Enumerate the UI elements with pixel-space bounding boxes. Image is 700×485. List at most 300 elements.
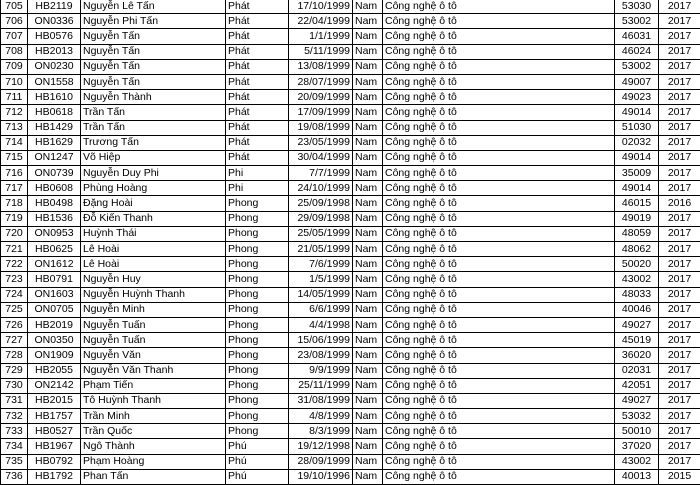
area-code-cell: 43002 bbox=[615, 272, 659, 287]
birth-date-cell: 21/05/1999 bbox=[289, 242, 353, 257]
graduation-year-cell: 2017 bbox=[659, 393, 700, 408]
graduation-year-cell: 2017 bbox=[659, 424, 700, 439]
graduation-year-cell: 2017 bbox=[659, 29, 700, 44]
graduation-year-cell: 2017 bbox=[659, 363, 700, 378]
graduation-year-cell: 2017 bbox=[659, 378, 700, 393]
family-middle-name-cell: Trần Quốc bbox=[81, 424, 226, 439]
birth-date-cell: 19/10/1996 bbox=[289, 469, 353, 484]
student-code-cell: HB0608 bbox=[28, 181, 81, 196]
birth-date-cell: 23/05/1999 bbox=[289, 135, 353, 150]
major-cell: Công nghệ ô tô bbox=[383, 14, 615, 29]
given-name-cell: Phong bbox=[226, 242, 289, 257]
graduation-year-cell: 2017 bbox=[659, 454, 700, 469]
row-number-cell: 711 bbox=[1, 90, 28, 105]
birth-date-cell: 13/08/1999 bbox=[289, 59, 353, 74]
row-number-cell: 731 bbox=[1, 393, 28, 408]
table-row bbox=[1, 348, 700, 363]
student-code-cell: HB1610 bbox=[28, 90, 81, 105]
table-body bbox=[1, 0, 700, 485]
area-code-cell: 51030 bbox=[615, 120, 659, 135]
family-middle-name-cell: Nguyễn Phi Tấn bbox=[81, 14, 226, 29]
family-middle-name-cell: Ngô Thành bbox=[81, 439, 226, 454]
birth-date-cell: 9/9/1999 bbox=[289, 363, 353, 378]
graduation-year-cell: 2017 bbox=[659, 257, 700, 272]
graduation-year-cell: 2017 bbox=[659, 242, 700, 257]
gender-cell: Nam bbox=[353, 333, 383, 348]
family-middle-name-cell: Trần Tấn bbox=[81, 105, 226, 120]
family-middle-name-cell: Nguyễn Tấn bbox=[81, 59, 226, 74]
birth-date-cell: 31/08/1999 bbox=[289, 393, 353, 408]
student-code-cell: HB1792 bbox=[28, 469, 81, 484]
area-code-cell: 35009 bbox=[615, 166, 659, 181]
birth-date-cell: 25/11/1999 bbox=[289, 378, 353, 393]
table-row bbox=[1, 0, 700, 14]
table-row bbox=[1, 29, 700, 44]
given-name-cell: Phong bbox=[226, 393, 289, 408]
row-number-cell: 727 bbox=[1, 333, 28, 348]
table-row bbox=[1, 44, 700, 59]
area-code-cell: 02031 bbox=[615, 363, 659, 378]
table-row bbox=[1, 272, 700, 287]
graduation-year-cell: 2017 bbox=[659, 59, 700, 74]
major-cell: Công nghệ ô tô bbox=[383, 226, 615, 241]
gender-cell: Nam bbox=[353, 74, 383, 89]
given-name-cell: Phong bbox=[226, 378, 289, 393]
major-cell: Công nghệ ô tô bbox=[383, 348, 615, 363]
major-cell: Công nghệ ô tô bbox=[383, 424, 615, 439]
student-code-cell: ON1612 bbox=[28, 257, 81, 272]
row-number-cell: 729 bbox=[1, 363, 28, 378]
row-number-cell: 725 bbox=[1, 302, 28, 317]
given-name-cell: Phong bbox=[226, 363, 289, 378]
gender-cell: Nam bbox=[353, 348, 383, 363]
graduation-year-cell: 2017 bbox=[659, 287, 700, 302]
major-cell: Công nghệ ô tô bbox=[383, 393, 615, 408]
given-name-cell: Phú bbox=[226, 469, 289, 484]
student-code-cell: HB1757 bbox=[28, 409, 81, 424]
table-row bbox=[1, 454, 700, 469]
gender-cell: Nam bbox=[353, 29, 383, 44]
graduation-year-cell: 2017 bbox=[659, 120, 700, 135]
area-code-cell: 40046 bbox=[615, 302, 659, 317]
table-row bbox=[1, 287, 700, 302]
major-cell: Công nghệ ô tô bbox=[383, 120, 615, 135]
major-cell: Công nghệ ô tô bbox=[383, 0, 615, 14]
given-name-cell: Phát bbox=[226, 59, 289, 74]
table-row bbox=[1, 469, 700, 484]
graduation-year-cell: 2017 bbox=[659, 348, 700, 363]
given-name-cell: Phong bbox=[226, 272, 289, 287]
row-number-cell: 721 bbox=[1, 242, 28, 257]
birth-date-cell: 23/08/1999 bbox=[289, 348, 353, 363]
given-name-cell: Phong bbox=[226, 424, 289, 439]
table-row bbox=[1, 105, 700, 120]
gender-cell: Nam bbox=[353, 454, 383, 469]
gender-cell: Nam bbox=[353, 211, 383, 226]
graduation-year-cell: 2017 bbox=[659, 409, 700, 424]
row-number-cell: 734 bbox=[1, 439, 28, 454]
row-number-cell: 722 bbox=[1, 257, 28, 272]
table-row bbox=[1, 317, 700, 332]
major-cell: Công nghệ ô tô bbox=[383, 378, 615, 393]
birth-date-cell: 19/12/1998 bbox=[289, 439, 353, 454]
gender-cell: Nam bbox=[353, 287, 383, 302]
area-code-cell: 36020 bbox=[615, 348, 659, 363]
table-row bbox=[1, 120, 700, 135]
table-row bbox=[1, 90, 700, 105]
given-name-cell: Phát bbox=[226, 105, 289, 120]
birth-date-cell: 1/1/1999 bbox=[289, 29, 353, 44]
family-middle-name-cell: Trần Minh bbox=[81, 409, 226, 424]
major-cell: Công nghệ ô tô bbox=[383, 74, 615, 89]
given-name-cell: Phát bbox=[226, 74, 289, 89]
student-code-cell: HB0792 bbox=[28, 454, 81, 469]
given-name-cell: Phong bbox=[226, 211, 289, 226]
birth-date-cell: 25/09/1998 bbox=[289, 196, 353, 211]
row-number-cell: 735 bbox=[1, 454, 28, 469]
family-middle-name-cell: Nguyễn Tấn bbox=[81, 74, 226, 89]
table-row bbox=[1, 211, 700, 226]
table-row bbox=[1, 378, 700, 393]
row-number-cell: 726 bbox=[1, 317, 28, 332]
birth-date-cell: 4/8/1999 bbox=[289, 409, 353, 424]
area-code-cell: 53002 bbox=[615, 14, 659, 29]
graduation-year-cell: 2017 bbox=[659, 439, 700, 454]
table-row bbox=[1, 257, 700, 272]
major-cell: Công nghệ ô tô bbox=[383, 363, 615, 378]
birth-date-cell: 7/7/1999 bbox=[289, 166, 353, 181]
birth-date-cell: 6/6/1999 bbox=[289, 302, 353, 317]
area-code-cell: 49027 bbox=[615, 393, 659, 408]
student-code-cell: HB0618 bbox=[28, 105, 81, 120]
area-code-cell: 53032 bbox=[615, 409, 659, 424]
student-code-cell: ON0705 bbox=[28, 302, 81, 317]
gender-cell: Nam bbox=[353, 181, 383, 196]
student-code-cell: ON1909 bbox=[28, 348, 81, 363]
major-cell: Công nghệ ô tô bbox=[383, 242, 615, 257]
gender-cell: Nam bbox=[353, 469, 383, 484]
given-name-cell: Phát bbox=[226, 150, 289, 165]
given-name-cell: Phong bbox=[226, 302, 289, 317]
table-row bbox=[1, 135, 700, 150]
table-row bbox=[1, 166, 700, 181]
row-number-cell: 718 bbox=[1, 196, 28, 211]
graduation-year-cell: 2017 bbox=[659, 44, 700, 59]
given-name-cell: Phú bbox=[226, 439, 289, 454]
gender-cell: Nam bbox=[353, 0, 383, 14]
student-code-cell: ON1247 bbox=[28, 150, 81, 165]
table-row bbox=[1, 439, 700, 454]
graduation-year-cell: 2017 bbox=[659, 317, 700, 332]
gender-cell: Nam bbox=[353, 135, 383, 150]
area-code-cell: 48033 bbox=[615, 287, 659, 302]
major-cell: Công nghệ ô tô bbox=[383, 150, 615, 165]
student-code-cell: ON1603 bbox=[28, 287, 81, 302]
student-code-cell: ON2142 bbox=[28, 378, 81, 393]
table-row bbox=[1, 74, 700, 89]
area-code-cell: 49014 bbox=[615, 105, 659, 120]
major-cell: Công nghệ ô tô bbox=[383, 211, 615, 226]
given-name-cell: Phong bbox=[226, 409, 289, 424]
area-code-cell: 46031 bbox=[615, 29, 659, 44]
family-middle-name-cell: Nguyễn Tấn bbox=[81, 29, 226, 44]
given-name-cell: Phong bbox=[226, 317, 289, 332]
graduation-year-cell: 2017 bbox=[659, 74, 700, 89]
row-number-cell: 714 bbox=[1, 135, 28, 150]
family-middle-name-cell: Tô Huỳnh Thanh bbox=[81, 393, 226, 408]
row-number-cell: 717 bbox=[1, 181, 28, 196]
given-name-cell: Phong bbox=[226, 257, 289, 272]
family-middle-name-cell: Võ Hiệp bbox=[81, 150, 226, 165]
area-code-cell: 43002 bbox=[615, 454, 659, 469]
family-middle-name-cell: Nguyễn Tuấn bbox=[81, 333, 226, 348]
area-code-cell: 49019 bbox=[615, 211, 659, 226]
row-number-cell: 730 bbox=[1, 378, 28, 393]
given-name-cell: Phát bbox=[226, 135, 289, 150]
table-row bbox=[1, 59, 700, 74]
row-number-cell: 724 bbox=[1, 287, 28, 302]
student-code-cell: HB0625 bbox=[28, 242, 81, 257]
family-middle-name-cell: Trương Tấn bbox=[81, 135, 226, 150]
family-middle-name-cell: Nguyễn Văn bbox=[81, 348, 226, 363]
student-code-cell: HB2019 bbox=[28, 317, 81, 332]
graduation-year-cell: 2017 bbox=[659, 333, 700, 348]
family-middle-name-cell: Phạm Tiến bbox=[81, 378, 226, 393]
family-middle-name-cell: Nguyễn Duy Phi bbox=[81, 166, 226, 181]
row-number-cell: 728 bbox=[1, 348, 28, 363]
given-name-cell: Phát bbox=[226, 14, 289, 29]
row-number-cell: 705 bbox=[1, 0, 28, 14]
major-cell: Công nghệ ô tô bbox=[383, 287, 615, 302]
given-name-cell: Phát bbox=[226, 90, 289, 105]
area-code-cell: 48059 bbox=[615, 226, 659, 241]
area-code-cell: 40013 bbox=[615, 469, 659, 484]
row-number-cell: 715 bbox=[1, 150, 28, 165]
graduation-year-cell: 2017 bbox=[659, 226, 700, 241]
given-name-cell: Phong bbox=[226, 333, 289, 348]
row-number-cell: 716 bbox=[1, 166, 28, 181]
graduation-year-cell: 2016 bbox=[659, 196, 700, 211]
birth-date-cell: 25/05/1999 bbox=[289, 226, 353, 241]
birth-date-cell: 22/04/1999 bbox=[289, 14, 353, 29]
area-code-cell: 37020 bbox=[615, 439, 659, 454]
student-code-cell: HB1429 bbox=[28, 120, 81, 135]
area-code-cell: 53030 bbox=[615, 0, 659, 14]
row-number-cell: 706 bbox=[1, 14, 28, 29]
birth-date-cell: 8/3/1999 bbox=[289, 424, 353, 439]
row-number-cell: 712 bbox=[1, 105, 28, 120]
student-code-cell: ON0739 bbox=[28, 166, 81, 181]
graduation-year-cell: 2017 bbox=[659, 181, 700, 196]
row-number-cell: 732 bbox=[1, 409, 28, 424]
gender-cell: Nam bbox=[353, 378, 383, 393]
student-code-cell: HB2055 bbox=[28, 363, 81, 378]
birth-date-cell: 28/07/1999 bbox=[289, 74, 353, 89]
table-row bbox=[1, 424, 700, 439]
gender-cell: Nam bbox=[353, 90, 383, 105]
given-name-cell: Phát bbox=[226, 29, 289, 44]
given-name-cell: Phú bbox=[226, 454, 289, 469]
student-code-cell: ON1558 bbox=[28, 74, 81, 89]
row-number-cell: 733 bbox=[1, 424, 28, 439]
gender-cell: Nam bbox=[353, 363, 383, 378]
gender-cell: Nam bbox=[353, 59, 383, 74]
major-cell: Công nghệ ô tô bbox=[383, 59, 615, 74]
area-code-cell: 46024 bbox=[615, 44, 659, 59]
table-row bbox=[1, 150, 700, 165]
family-middle-name-cell: Huỳnh Thái bbox=[81, 226, 226, 241]
table-row bbox=[1, 333, 700, 348]
area-code-cell: 50020 bbox=[615, 257, 659, 272]
row-number-cell: 719 bbox=[1, 211, 28, 226]
table-row bbox=[1, 409, 700, 424]
major-cell: Công nghệ ô tô bbox=[383, 196, 615, 211]
graduation-year-cell: 2015 bbox=[659, 469, 700, 484]
gender-cell: Nam bbox=[353, 226, 383, 241]
gender-cell: Nam bbox=[353, 439, 383, 454]
major-cell: Công nghệ ô tô bbox=[383, 272, 615, 287]
birth-date-cell: 17/10/1999 bbox=[289, 0, 353, 14]
area-code-cell: 53002 bbox=[615, 59, 659, 74]
graduation-year-cell: 2017 bbox=[659, 105, 700, 120]
major-cell: Công nghệ ô tô bbox=[383, 317, 615, 332]
gender-cell: Nam bbox=[353, 409, 383, 424]
row-number-cell: 720 bbox=[1, 226, 28, 241]
table-row bbox=[1, 393, 700, 408]
given-name-cell: Phong bbox=[226, 196, 289, 211]
gender-cell: Nam bbox=[353, 302, 383, 317]
table-row bbox=[1, 226, 700, 241]
student-code-cell: HB2119 bbox=[28, 0, 81, 14]
gender-cell: Nam bbox=[353, 393, 383, 408]
student-code-cell: HB0576 bbox=[28, 29, 81, 44]
graduation-year-cell: 2017 bbox=[659, 14, 700, 29]
student-code-cell: HB0498 bbox=[28, 196, 81, 211]
student-code-cell: HB2015 bbox=[28, 393, 81, 408]
given-name-cell: Phi bbox=[226, 181, 289, 196]
area-code-cell: 49007 bbox=[615, 74, 659, 89]
student-code-cell: ON0230 bbox=[28, 59, 81, 74]
family-middle-name-cell: Nguyễn Huỳnh Thanh bbox=[81, 287, 226, 302]
area-code-cell: 46015 bbox=[615, 196, 659, 211]
major-cell: Công nghệ ô tô bbox=[383, 257, 615, 272]
area-code-cell: 49027 bbox=[615, 317, 659, 332]
row-number-cell: 736 bbox=[1, 469, 28, 484]
family-middle-name-cell: Đỗ Kiến Thanh bbox=[81, 211, 226, 226]
graduation-year-cell: 2017 bbox=[659, 211, 700, 226]
birth-date-cell: 19/08/1999 bbox=[289, 120, 353, 135]
birth-date-cell: 30/04/1999 bbox=[289, 150, 353, 165]
row-number-cell: 713 bbox=[1, 120, 28, 135]
graduation-year-cell: 2017 bbox=[659, 302, 700, 317]
gender-cell: Nam bbox=[353, 257, 383, 272]
student-code-cell: ON0350 bbox=[28, 333, 81, 348]
given-name-cell: Phi bbox=[226, 166, 289, 181]
row-number-cell: 707 bbox=[1, 29, 28, 44]
birth-date-cell: 20/09/1999 bbox=[289, 90, 353, 105]
major-cell: Công nghệ ô tô bbox=[383, 439, 615, 454]
birth-date-cell: 24/10/1999 bbox=[289, 181, 353, 196]
area-code-cell: 50010 bbox=[615, 424, 659, 439]
major-cell: Công nghệ ô tô bbox=[383, 29, 615, 44]
given-name-cell: Phát bbox=[226, 120, 289, 135]
family-middle-name-cell: Nguyễn Lê Tấn bbox=[81, 0, 226, 14]
area-code-cell: 45019 bbox=[615, 333, 659, 348]
birth-date-cell: 17/09/1999 bbox=[289, 105, 353, 120]
area-code-cell: 02032 bbox=[615, 135, 659, 150]
gender-cell: Nam bbox=[353, 14, 383, 29]
gender-cell: Nam bbox=[353, 44, 383, 59]
area-code-cell: 48062 bbox=[615, 242, 659, 257]
area-code-cell: 49014 bbox=[615, 181, 659, 196]
birth-date-cell: 28/09/1999 bbox=[289, 454, 353, 469]
family-middle-name-cell: Phạm Hoàng bbox=[81, 454, 226, 469]
graduation-year-cell: 2017 bbox=[659, 272, 700, 287]
gender-cell: Nam bbox=[353, 120, 383, 135]
graduation-year-cell: 2017 bbox=[659, 135, 700, 150]
given-name-cell: Phong bbox=[226, 226, 289, 241]
gender-cell: Nam bbox=[353, 196, 383, 211]
table-row bbox=[1, 363, 700, 378]
given-name-cell: Phong bbox=[226, 348, 289, 363]
family-middle-name-cell: Nguyễn Thành bbox=[81, 90, 226, 105]
table-row bbox=[1, 14, 700, 29]
gender-cell: Nam bbox=[353, 105, 383, 120]
gender-cell: Nam bbox=[353, 166, 383, 181]
table-row bbox=[1, 302, 700, 317]
graduation-year-cell: 2017 bbox=[659, 90, 700, 105]
birth-date-cell: 14/05/1999 bbox=[289, 287, 353, 302]
row-number-cell: 709 bbox=[1, 59, 28, 74]
table-row bbox=[1, 181, 700, 196]
family-middle-name-cell: Phan Tấn bbox=[81, 469, 226, 484]
major-cell: Công nghệ ô tô bbox=[383, 105, 615, 120]
student-code-cell: HB1629 bbox=[28, 135, 81, 150]
major-cell: Công nghệ ô tô bbox=[383, 135, 615, 150]
major-cell: Công nghệ ô tô bbox=[383, 454, 615, 469]
major-cell: Công nghệ ô tô bbox=[383, 181, 615, 196]
student-code-cell: HB0527 bbox=[28, 424, 81, 439]
major-cell: Công nghệ ô tô bbox=[383, 469, 615, 484]
table-row bbox=[1, 196, 700, 211]
table-row bbox=[1, 242, 700, 257]
graduation-year-cell: 2017 bbox=[659, 166, 700, 181]
family-middle-name-cell: Nguyễn Văn Thanh bbox=[81, 363, 226, 378]
given-name-cell: Phát bbox=[226, 44, 289, 59]
major-cell: Công nghệ ô tô bbox=[383, 333, 615, 348]
family-middle-name-cell: Trần Tấn bbox=[81, 120, 226, 135]
family-middle-name-cell: Lê Hoài bbox=[81, 257, 226, 272]
student-code-cell: ON0336 bbox=[28, 14, 81, 29]
graduation-year-cell: 2017 bbox=[659, 150, 700, 165]
major-cell: Công nghệ ô tô bbox=[383, 409, 615, 424]
family-middle-name-cell: Nguyễn Tuấn bbox=[81, 317, 226, 332]
student-code-cell: HB1536 bbox=[28, 211, 81, 226]
family-middle-name-cell: Đặng Hoài bbox=[81, 196, 226, 211]
family-middle-name-cell: Phùng Hoàng bbox=[81, 181, 226, 196]
major-cell: Công nghệ ô tô bbox=[383, 90, 615, 105]
birth-date-cell: 15/06/1999 bbox=[289, 333, 353, 348]
gender-cell: Nam bbox=[353, 242, 383, 257]
row-number-cell: 710 bbox=[1, 74, 28, 89]
student-code-cell: ON0953 bbox=[28, 226, 81, 241]
student-code-cell: HB1967 bbox=[28, 439, 81, 454]
area-code-cell: 49023 bbox=[615, 90, 659, 105]
family-middle-name-cell: Nguyễn Tấn bbox=[81, 44, 226, 59]
birth-date-cell: 29/09/1998 bbox=[289, 211, 353, 226]
birth-date-cell: 4/4/1998 bbox=[289, 317, 353, 332]
given-name-cell: Phát bbox=[226, 0, 289, 14]
